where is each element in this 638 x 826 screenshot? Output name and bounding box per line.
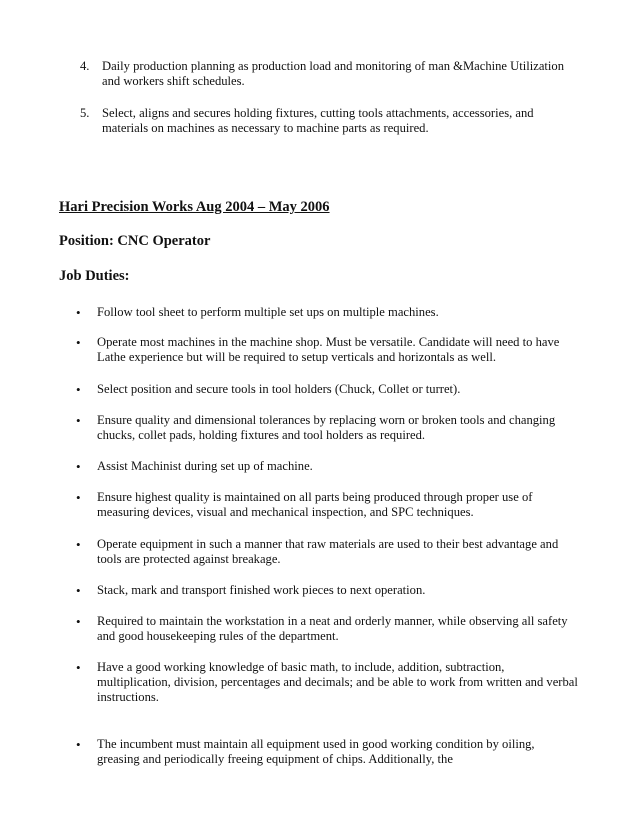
- item-number: 4.: [80, 59, 90, 73]
- job-duties-heading: Job Duties:: [59, 268, 130, 284]
- duty-text: Ensure highest quality is maintained on all parts being produced through proper use of measuring devices, visual and mechanical inspection, and SPC techniques.: [97, 490, 533, 520]
- bullet-icon: •: [76, 459, 81, 474]
- duty-text: Ensure quality and dimensional tolerances by replacing worn or broken tools and changing chucks, collet pads, holding fixtures and tool holders as required.: [97, 413, 556, 443]
- bullet-icon: •: [76, 737, 81, 752]
- duty-text: Stack, mark and transport finished work pieces to next operation.: [97, 583, 426, 597]
- bullet-icon: •: [76, 614, 81, 629]
- bullet-icon: •: [76, 305, 81, 320]
- duty-text: The incumbent must maintain all equipment used in good working condition by oiling, greasing and periodically freeing equipment of chips. Additionally, the: [97, 737, 535, 767]
- bullet-icon: •: [76, 490, 81, 505]
- duty-text: Required to maintain the workstation in a neat and orderly manner, while observing all safety and good housekeeping rules of the department.: [97, 614, 568, 644]
- bullet-icon: •: [76, 382, 81, 397]
- bullet-icon: •: [76, 660, 81, 675]
- bullet-icon: •: [76, 537, 81, 552]
- duty-text: Operate equipment in such a manner that raw materials are used to their best advantage and tools are protected against breakage.: [97, 537, 559, 567]
- duty-text: Assist Machinist during set up of machine.: [97, 459, 313, 473]
- duty-text: Follow tool sheet to perform multiple set ups on multiple machines.: [97, 305, 439, 319]
- duty-text: Have a good working knowledge of basic math, to include, addition, subtraction, multiplication, division, percentages and decimals; and be able to work from written and verbal instructions.: [97, 660, 578, 705]
- item-number: 5.: [80, 106, 90, 120]
- bullet-icon: •: [76, 583, 81, 598]
- duty-text: Select position and secure tools in tool holders (Chuck, Collet or turret).: [97, 382, 461, 396]
- item-text: Select, aligns and secures holding fixtures, cutting tools attachments, accessories, and materials on machines as necessary to machine parts as required.: [102, 106, 534, 136]
- item-text: Daily production planning as production load and monitoring of man &Machine Utilization and workers shift schedules.: [102, 59, 565, 89]
- duty-text: Operate most machines in the machine shop. Must be versatile. Candidate will need to have Lathe experience but will be required to setup verticals and horizontals as well.: [97, 335, 560, 365]
- position-heading: Position: CNC Operator: [59, 233, 211, 249]
- employer-heading: Hari Precision Works Aug 2004 – May 2006: [59, 199, 330, 215]
- bullet-icon: •: [76, 413, 81, 428]
- bullet-icon: •: [76, 335, 81, 350]
